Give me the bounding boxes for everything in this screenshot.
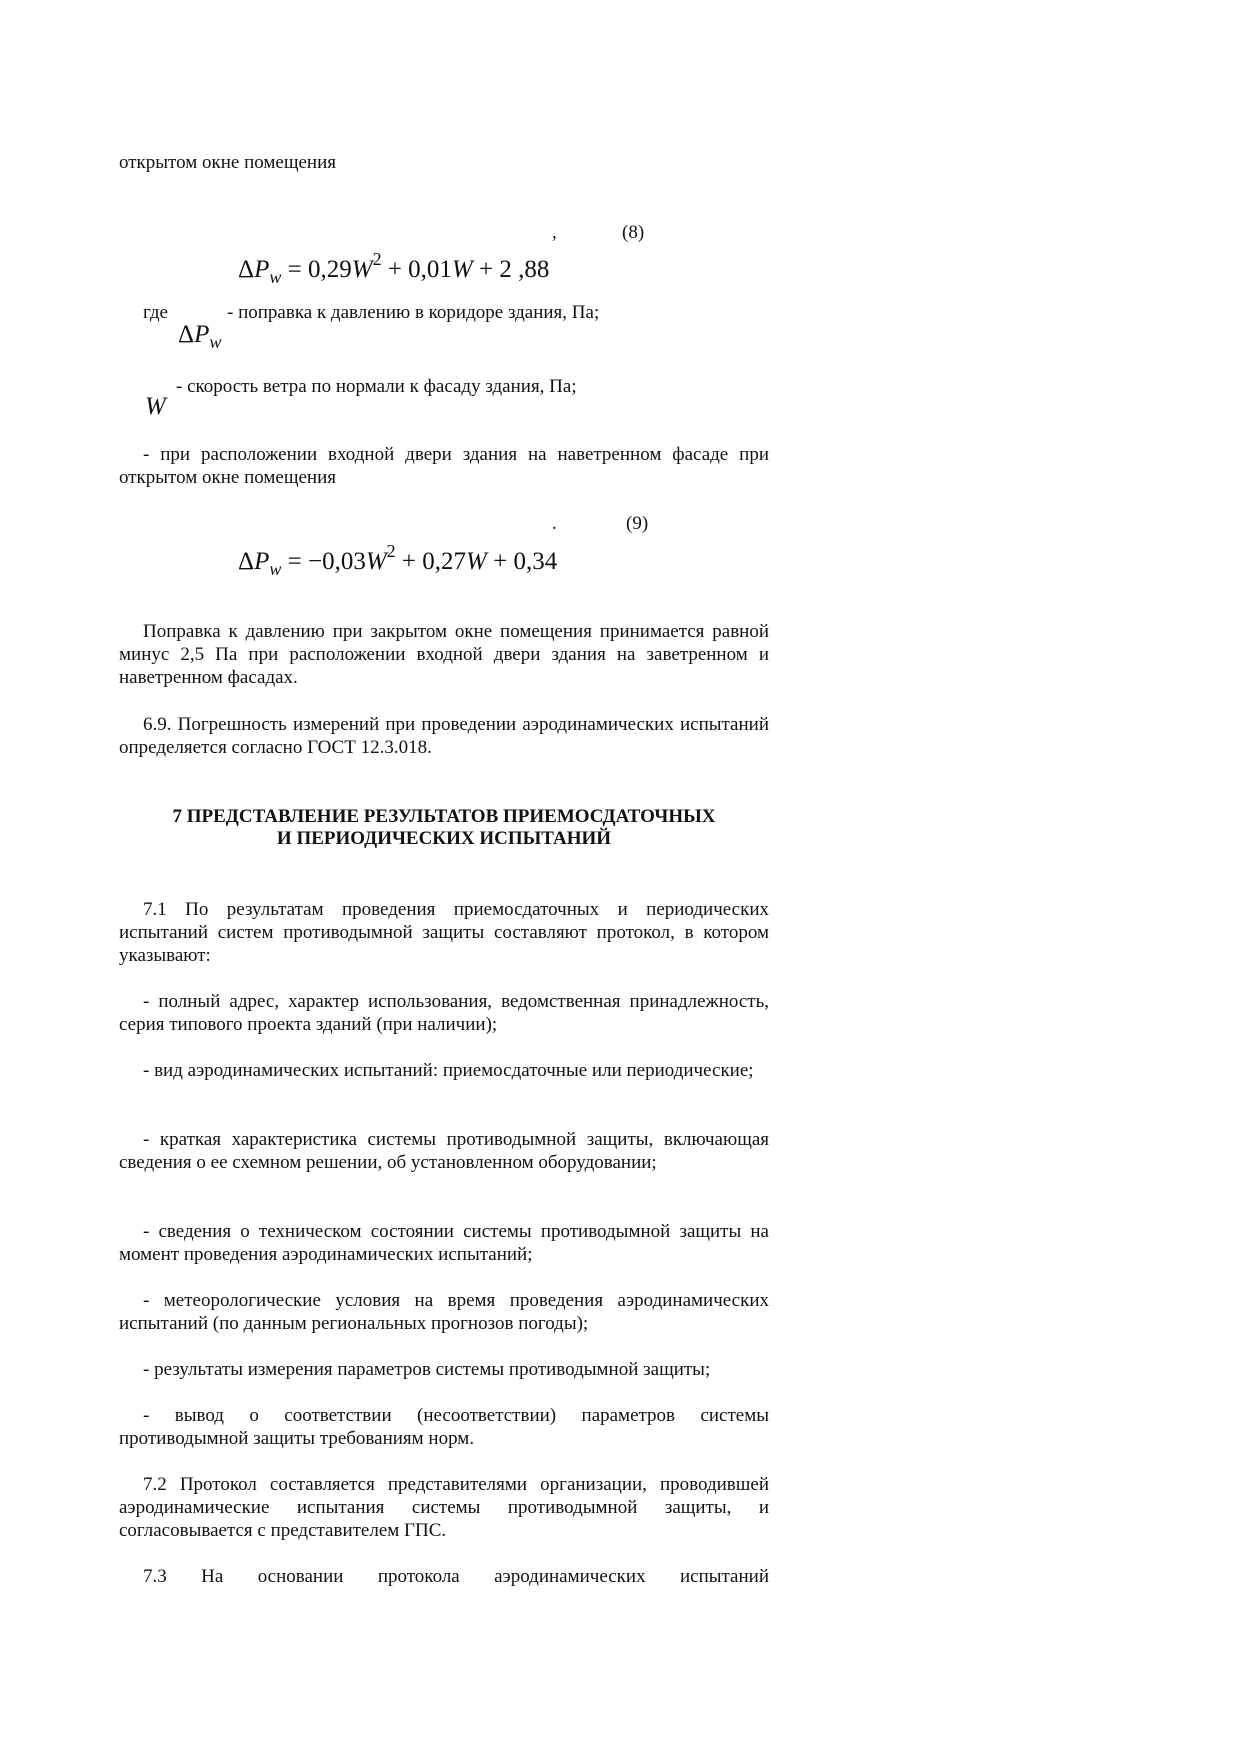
list-item: - сведения о техническом состоянии системы противодымной защиты на момент проведения аэродинамических испытаний; — [119, 1221, 769, 1265]
delta-symbol: Δ — [238, 256, 255, 283]
plus-sign: + — [381, 256, 409, 283]
equation-number: (8) — [622, 222, 645, 243]
where-label: где — [143, 302, 168, 323]
exponent: 2 — [372, 249, 382, 269]
paragraph-7-3: 7.3 На основании протокола аэродинамических испытаний — [143, 1566, 769, 1587]
constant: 0,34 — [513, 548, 558, 575]
list-item: - вид аэродинамических испытаний: приемосдаточные или периодические; — [143, 1060, 754, 1081]
plus-sign: + — [472, 256, 500, 283]
plus-sign: + — [486, 548, 514, 575]
delta-symbol: Δ — [178, 321, 195, 348]
list-item: - краткая характеристика системы противодымной защиты, включающая сведения о ее схемном решении, об установленном оборудовании; — [119, 1129, 769, 1173]
equation-punctuation: , — [552, 222, 557, 243]
heading-line: 7 ПРЕДСТАВЛЕНИЕ РЕЗУЛЬТАТОВ ПРИЕМОСДАТОЧНЫХ — [172, 806, 716, 827]
delta-pw-symbol — [178, 320, 221, 357]
coefficient: 0,01 — [408, 256, 452, 283]
definition-text: - поправка к давлению в коридоре здания, Па; — [227, 302, 600, 323]
list-item: - результаты измерения параметров системы противодымной защиты; — [143, 1359, 711, 1380]
wind-symbol: W — [145, 393, 166, 420]
paragraph-7-2: 7.2 Протокол составляется представителями организации, проводившей аэродинамические испытания системы противодымной защиты, и согласовывается с представителем ГПС. — [119, 1474, 769, 1541]
wind-symbol: W — [451, 256, 473, 283]
wind-speed-symbol — [145, 392, 166, 422]
pressure-symbol: P — [254, 548, 270, 575]
plus-sign: + — [395, 548, 423, 575]
pressure-symbol: P — [194, 321, 210, 348]
wind-symbol: W — [351, 256, 373, 283]
coefficient: 0,03 — [322, 548, 366, 575]
heading-line: И ПЕРИОДИЧЕСКИХ ИСПЫТАНИЙ — [276, 828, 612, 849]
coefficient: 0,29 — [307, 256, 352, 283]
list-item: - вывод о соответствии (несоответствии) параметров системы противодымной защиты требованиям норм. — [119, 1405, 769, 1449]
paragraph-6-9: 6.9. Погрешность измерений при проведении аэродинамических испытаний определяется согласно ГОСТ 12.3.018. — [119, 714, 769, 758]
paragraph-7-1: 7.1 По результатам проведения приемосдаточных и периодических испытаний систем противодымной защиты составляют протокол, в котором указывают: — [119, 899, 769, 966]
delta-symbol: Δ — [238, 548, 255, 575]
exponent: 2 — [386, 541, 396, 561]
pressure-symbol: P — [254, 256, 270, 283]
list-item: - полный адрес, характер использования, ведомственная принадлежность, серия типового проекта зданий (при наличии); — [119, 991, 769, 1035]
constant: 2 ,88 — [499, 256, 550, 283]
equation-8 — [238, 244, 549, 292]
subscript: w — [269, 267, 282, 287]
equation-punctuation: . — [552, 513, 557, 534]
section-heading — [119, 806, 769, 850]
wind-symbol: W — [466, 548, 487, 575]
equals-sign: = − — [281, 548, 323, 575]
list-item: - метеорологические условия на время проведения аэродинамических испытаний (по данным региональных прогнозов погоды); — [119, 1290, 769, 1334]
equation-number: (9) — [626, 513, 649, 534]
equals-sign: = — [281, 256, 308, 283]
definition-text: - скорость ветра по нормали к фасаду здания, Па; — [176, 376, 577, 397]
subscript: w — [269, 559, 282, 579]
text-line: открытом окне помещения — [119, 152, 336, 173]
subscript: w — [209, 332, 222, 352]
equation-9 — [238, 536, 557, 584]
coefficient: 0,27 — [422, 548, 467, 575]
wind-symbol: W — [365, 548, 387, 575]
paragraph: Поправка к давлению при закрытом окне помещения принимается равной минус 2,5 Па при расположении входной двери здания на заветренном и наветренном фасадах. — [119, 621, 769, 688]
paragraph: - при расположении входной двери здания на наветренном фасаде при открытом окне помещения — [119, 444, 769, 488]
